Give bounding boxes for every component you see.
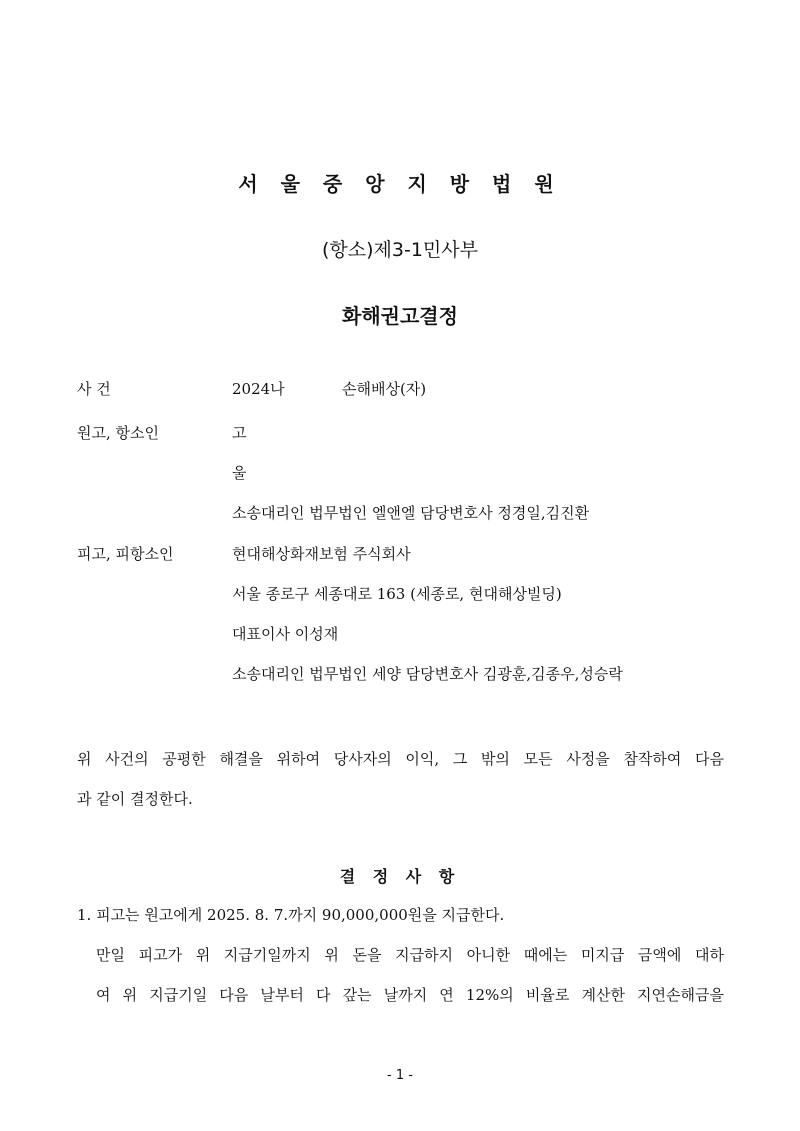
case-label: 사 건 (77, 380, 111, 398)
plaintiff-name: 고 (232, 424, 247, 442)
plaintiff-counsel: 소송대리인 법무법인 엘앤엘 담당변호사 정경일,김진환 (232, 504, 590, 522)
intro-paragraph-line-1: 위 사건의 공평한 해결을 위하여 당사자의 이익, 그 밖의 모든 사정을 참작하여 다음 (77, 750, 724, 768)
intro-paragraph-line-2: 과 같이 결정한다. (77, 790, 193, 808)
defendant-counsel: 소송대리인 법무법인 세양 담당변호사 김광훈,김종우,성승락 (232, 665, 623, 683)
decision-item-1: 1. 피고는 원고에게 2025. 8. 7.까지 90,000,000원을 지급한다. (77, 906, 505, 924)
court-division: (항소)제3-1민사부 (322, 239, 478, 261)
court-name: 서 울 중 앙 지 방 법 원 (238, 172, 562, 196)
page-number: - 1 - (387, 1068, 413, 1083)
plaintiff-address: 울 (232, 464, 247, 482)
case-name: 손해배상(자) (342, 380, 427, 398)
case-number: 2024나 (232, 380, 285, 398)
plaintiff-label: 원고, 항소인 (77, 424, 159, 442)
decision-item-1-line-2: 만일 피고가 위 지급기일까지 위 돈을 지급하지 아니한 때에는 미지급 금액에 대하 (96, 946, 724, 964)
document-title: 화해권고결정 (342, 304, 458, 328)
decision-item-1-line-3: 여 위 지급기일 다음 날부터 다 갚는 날까지 연 12%의 비율로 계산한 지연손해금을 (96, 986, 724, 1004)
defendant-representative: 대표이사 이성재 (232, 625, 339, 643)
defendant-address: 서울 종로구 세종대로 163 (세종로, 현대해상빌딩) (232, 585, 562, 603)
decision-heading: 결 정 사 항 (339, 867, 461, 886)
defendant-name: 현대해상화재보험 주식회사 (232, 545, 411, 563)
defendant-label: 피고, 피항소인 (77, 545, 174, 563)
